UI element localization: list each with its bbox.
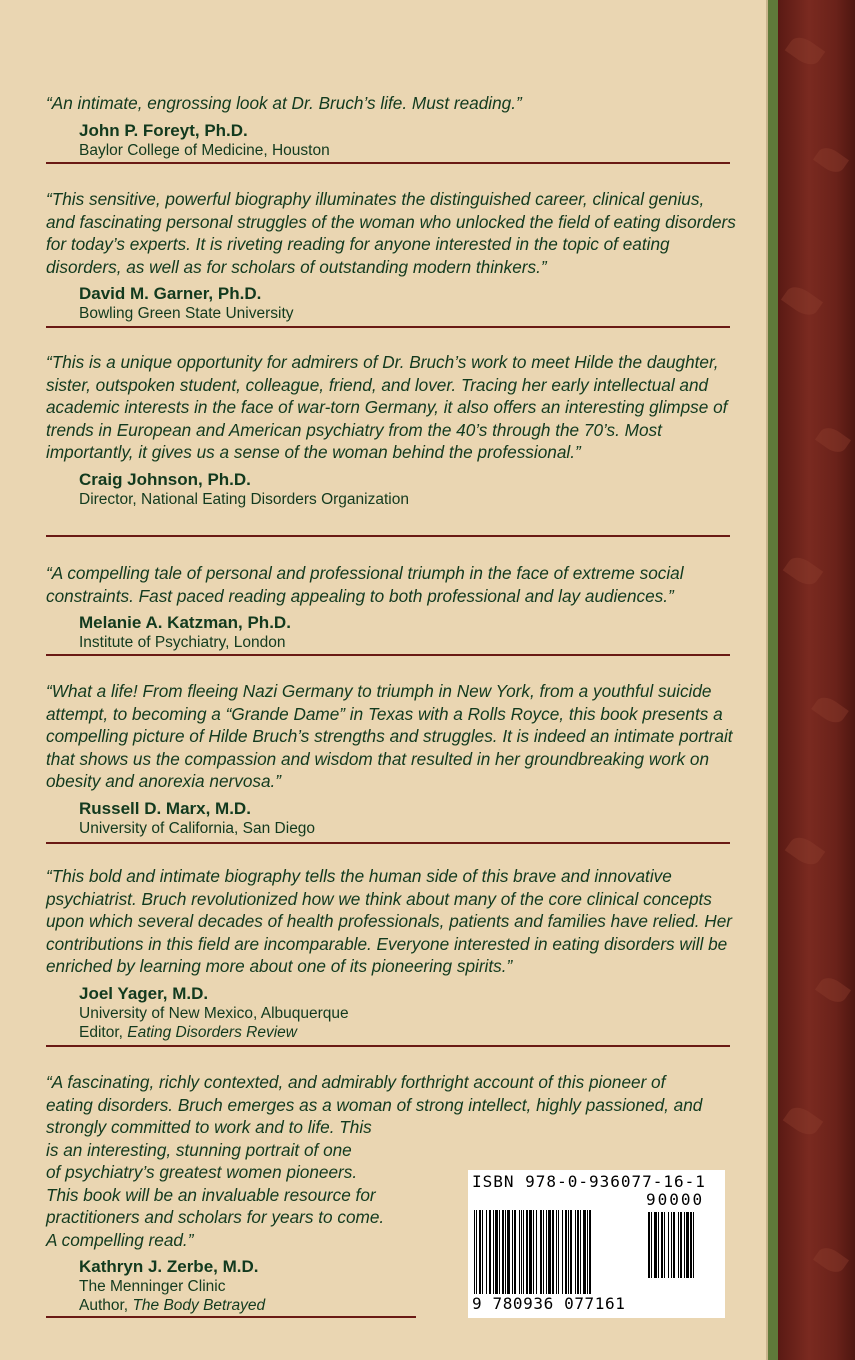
- author-affiliation: Institute of Psychiatry, London: [79, 634, 286, 651]
- testimonial-line: is an interesting, stunning portrait of one: [46, 1139, 352, 1160]
- divider: [46, 162, 730, 164]
- testimonial-author: [79, 799, 736, 819]
- barcode-digits: 9 780936 077161: [472, 1294, 626, 1313]
- leaf-pattern-icon: [815, 423, 851, 457]
- author-name: Craig Johnson, Ph.D.: [79, 469, 251, 489]
- testimonial: [46, 562, 736, 652]
- testimonial: [46, 865, 736, 1042]
- decorative-leaf-band: [778, 0, 855, 1360]
- spine-stripe: [768, 0, 778, 1360]
- testimonial-text: “A compelling tale of personal and professional triumph in the face of extreme social constraints. Fast paced reading appealing to both professional and lay audiences.”: [46, 563, 684, 606]
- author-affiliation: University of California, San Diego: [79, 819, 316, 837]
- leaf-pattern-icon: [783, 1102, 823, 1140]
- author-affiliation: Director, National Eating Disorders Organization: [79, 490, 409, 508]
- barcode-bars-icon: [474, 1210, 644, 1294]
- author-name: Melanie A. Katzman, Ph.D.: [79, 613, 291, 632]
- leaf-pattern-icon: [781, 282, 823, 321]
- testimonial-author: [79, 284, 736, 304]
- testimonial-text: “This sensitive, powerful biography illuminates the distinguished career, clinical genius, and fascinating personal struggles of the woman who unlocked the field of eating disorders for today’s experts. It is riveting reading for anyone interested in the topic of eating disorders, as well as for scholars of outstanding modern thinkers.”: [46, 189, 736, 277]
- divider: [46, 326, 730, 328]
- author-affiliation: The Menninger Clinic: [79, 1278, 226, 1295]
- testimonial: [46, 188, 736, 323]
- testimonial-line: A compelling read.”: [46, 1229, 194, 1250]
- editor-prefix: Editor,: [79, 1023, 128, 1041]
- testimonial-text: “An intimate, engrossing look at Dr. Bruch’s life. Must reading.”: [46, 93, 522, 113]
- leaf-pattern-icon: [785, 832, 825, 870]
- testimonial: [46, 680, 736, 838]
- testimonial-author: [79, 470, 736, 490]
- leaf-pattern-icon: [815, 973, 851, 1007]
- leaf-pattern-icon: [785, 32, 825, 70]
- author-editor-line: [79, 1023, 736, 1042]
- testimonial-line: strongly committed to work and to life. This: [46, 1117, 372, 1137]
- author-name: Joel Yager, M.D.: [79, 983, 209, 1003]
- price-barcode-bars-icon: [648, 1212, 718, 1278]
- testimonial-author: [79, 613, 736, 633]
- testimonial-text: “What a life! From fleeing Nazi Germany to triumph in New York, from a youthful suicide attempt, to becoming a “Grande Dame” in Texas with a Rolls Royce, this book presents a compelling picture of Hilde Bruch’s strengths and struggles. It is indeed an intimate portrait that shows us the compassion and wisdom that resulted in her groundbreaking work on obesity and anorexia nervosa.”: [46, 681, 733, 791]
- leaf-pattern-icon: [811, 693, 849, 728]
- testimonial-author: [79, 984, 736, 1004]
- testimonial-line: This book will be an invaluable resource for: [46, 1184, 376, 1205]
- divider: [46, 842, 730, 844]
- leaf-pattern-icon: [813, 1243, 849, 1277]
- leaf-pattern-icon: [813, 143, 849, 177]
- testimonial-author: [79, 121, 736, 141]
- author-name: John P. Foreyt, Ph.D.: [79, 120, 248, 140]
- leaf-pattern-icon: [783, 552, 823, 590]
- author-name: David M. Garner, Ph.D.: [79, 284, 262, 303]
- author-affiliation: Baylor College of Medicine, Houston: [79, 141, 330, 159]
- price-code: 90000: [646, 1190, 705, 1209]
- isbn-barcode: [468, 1170, 725, 1318]
- author-name: Kathryn J. Zerbe, M.D.: [79, 1257, 259, 1276]
- divider: [46, 654, 730, 656]
- divider: [46, 1045, 730, 1047]
- testimonial-text: “This bold and intimate biography tells the human side of this brave and innovative psychiatrist. Bruch revolutionized how we think about many of the core clinical concepts upon which several decades of health professionals, patients and families have relied. Her contributions in this field are incomparable. Everyone interested in eating disorders will be enriched by learning more about one of its pioneering spirits.”: [46, 866, 732, 976]
- isbn-label: ISBN 978-0-936077-16-1: [472, 1172, 706, 1191]
- testimonial-line: “A fascinating, richly contexted, and admirably forthright account of this pioneer of: [46, 1072, 666, 1092]
- testimonial-line: eating disorders. Bruch emerges as a woman of strong intellect, highly passioned, and: [46, 1094, 703, 1115]
- testimonial-text: “This is a unique opportunity for admirers of Dr. Bruch’s work to meet Hilde the daughter, sister, outspoken student, colleague, friend, and lover. Tracing her early intellectual and academic interests in the face of war-torn Germany, it also offers an interesting glimpse of trends in European and American psychiatry from the 40’s through the 70’s. Most importantly, it gives us a sense of the woman behind the professional.”: [46, 352, 728, 462]
- testimonial: [46, 351, 736, 509]
- divider: [46, 535, 730, 537]
- author-affiliation: University of New Mexico, Albuquerque: [79, 1004, 349, 1022]
- divider: [46, 1316, 416, 1318]
- author-prefix: Author,: [79, 1297, 133, 1314]
- book-title: The Body Betrayed: [132, 1297, 266, 1314]
- testimonial-line: practitioners and scholars for years to come.: [46, 1207, 385, 1227]
- testimonial-line: of psychiatry’s greatest women pioneers.: [46, 1162, 358, 1182]
- author-affiliation: Bowling Green State University: [79, 305, 294, 322]
- author-name: Russell D. Marx, M.D.: [79, 798, 251, 818]
- journal-title: Eating Disorders Review: [127, 1023, 297, 1041]
- testimonial: [46, 92, 736, 160]
